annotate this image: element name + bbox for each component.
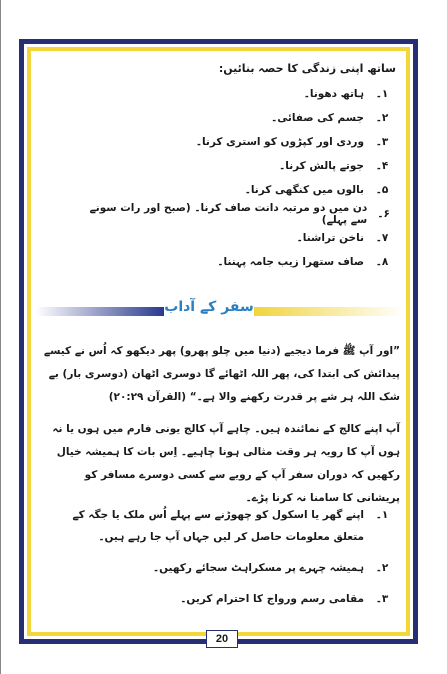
heading-bar-blue: [36, 307, 164, 316]
body-paragraph: آپ اپنے کالج کے نمائندہ ہیں۔ چاہے آپ کالج یونی فارم میں ہوں یا نہ ہوں آپ کا رویہ ہر وقت مثالی ہونا چاہیے۔ اِس بات کا ہمیشہ خیال رکھیں کہ دوران سفر آپ کے رویے سے کسی دوسرے مسافر کو پریشانی کا سامنا نہ کرنا پڑے۔: [52, 423, 400, 504]
item-number: ۸۔: [375, 256, 389, 268]
item-text: بالوں میں کنگھی کرنا۔: [244, 184, 364, 196]
item-number: ۵۔: [375, 184, 389, 196]
item-text: ہاتھ دھونا۔: [303, 88, 364, 100]
page-content: [40, 56, 400, 626]
heading-bar-gold: [254, 307, 404, 316]
page-edge-line: [0, 0, 1, 674]
item-number: ۲۔: [375, 562, 389, 574]
list-item: [40, 504, 400, 548]
item-text: جسم کی صفائی۔: [271, 112, 364, 124]
item-number: ۳۔: [375, 593, 389, 605]
quran-quote: ”اور آپ ﷺ فرما دیجیے (دنیا میں چلو پھرو) پھر دیکھو کہ اُس نے کیسے پیدائش کی ابتدا کی، پھر اللہ اٹھائے گا دوسری اٹھان (دوسری بار) بے شک اللہ ہر شے پر قدرت رکھنے والا ہے۔“ (القرآن ۲۰:۲۹): [43, 345, 400, 403]
list-item: [40, 588, 400, 610]
list-item: [70, 154, 400, 178]
list-item: [70, 106, 400, 130]
item-number: ۳۔: [375, 136, 389, 148]
section-heading: سفر کے آداب: [164, 299, 254, 315]
item-number: ۷۔: [375, 232, 389, 244]
list-item: [70, 82, 400, 106]
list-item: [70, 250, 400, 274]
item-text: وردی اور کپڑوں کو استری کرنا۔: [195, 136, 364, 148]
list-item: [40, 557, 400, 579]
item-text: ناخن تراشنا۔: [296, 232, 364, 244]
item-text: دن میں دو مرتبہ دانت صاف کرنا۔ (صبح اور رات سونے سے پہلے): [89, 202, 368, 226]
item-text: مقامی رسم ورواج کا احترام کریں۔: [180, 593, 364, 605]
page-number: 20: [206, 630, 238, 648]
list-item: [70, 178, 400, 202]
list-item: [70, 202, 400, 226]
item-number: ۶۔: [377, 208, 390, 220]
item-text: جوتے پالش کرنا۔: [279, 160, 364, 172]
list-item: [70, 130, 400, 154]
care-list: [70, 82, 400, 274]
item-text: اپنے گھر یا اسکول کو چھوڑنے سے پہلے اُس ملک یا جگہ کے متعلق معلومات حاصل کر لیں جہاں آپ جا رہے ہیں۔: [72, 509, 364, 543]
section-heading-band: [36, 297, 404, 327]
item-text: صاف ستھرا زیب جامہ پہننا۔: [217, 256, 364, 268]
list-item: [70, 226, 400, 250]
item-text: ہمیشہ چہرے پر مسکراہٹ سجائے رکھیں۔: [152, 562, 364, 574]
travel-list: [40, 504, 400, 619]
item-number: ۱۔: [375, 509, 389, 521]
intro-line: ساتھ اپنی زندگی کا حصہ بنائیں:: [218, 62, 396, 75]
item-number: ۱۔: [375, 88, 389, 100]
item-number: ۲۔: [375, 112, 389, 124]
item-number: ۴۔: [375, 160, 389, 172]
